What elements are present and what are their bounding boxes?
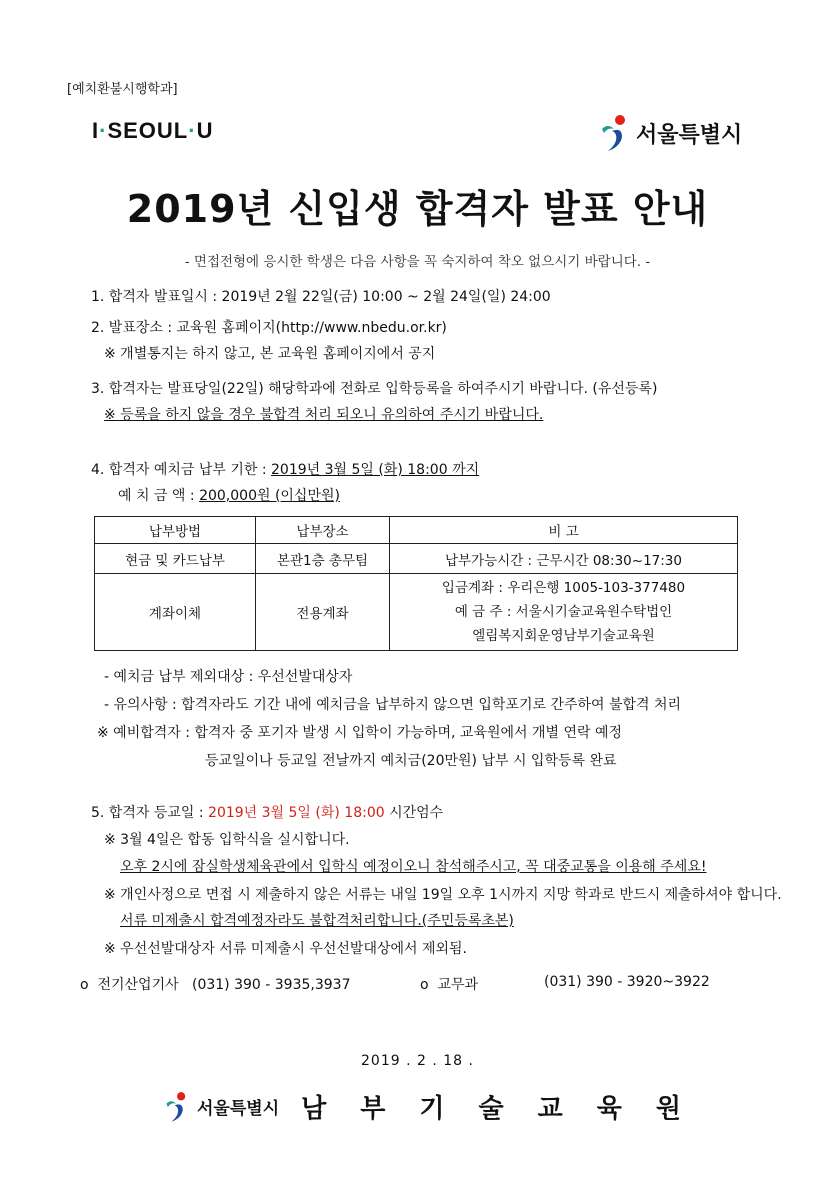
payment-note-cell xyxy=(390,574,738,651)
section-2: 2. 발표장소 : 교육원 홈페이지(http://www.nbedu.or.kr) xyxy=(91,320,447,336)
table-header-row xyxy=(95,517,738,544)
payment-note: 입금계좌 : 우리은행 1005-103-377480 xyxy=(441,580,686,596)
footer-institute: 남부기술교육원 xyxy=(301,1094,715,1124)
contact-item xyxy=(420,974,478,994)
seoul-emblem-icon xyxy=(163,1090,191,1124)
footer-org xyxy=(163,1088,715,1125)
section-5 xyxy=(91,802,443,822)
logo-part: U xyxy=(196,118,214,143)
deposit-amount: 200,000원 (이십만원) xyxy=(199,488,340,504)
remark-item: ※ 예비합격자 : 합격자 중 포기자 발생 시 입학이 가능하며, 교육원에서 개별 연락 예정 xyxy=(97,725,623,741)
i-seoul-u-logo xyxy=(92,118,213,144)
table-row xyxy=(95,544,738,574)
seoul-city-logo xyxy=(598,113,742,153)
deposit-deadline: 2019년 3월 5일 (화) 18:00 까지 xyxy=(271,462,480,478)
payment-place: 본관1층 총무팀 xyxy=(256,544,390,574)
contact-phone: (031) 390 - 3935,3937 xyxy=(192,977,351,993)
footer-city: 서울특별시 xyxy=(197,1099,280,1119)
logo-part: I xyxy=(92,118,100,143)
payment-method: 현금 및 카드납부 xyxy=(95,544,256,574)
seoul-emblem-icon xyxy=(598,113,632,153)
bullet: o xyxy=(80,977,89,993)
remark-item: - 유의사항 : 합격자라도 기간 내에 예치금을 납부하지 않으면 입학포기로 간주하여 불합격 처리 xyxy=(104,697,682,713)
contact-name: 전기산업기사 xyxy=(97,977,179,993)
deposit-amount-line xyxy=(118,485,340,505)
page-title: 2019년 신입생 합격자 발표 안내 xyxy=(126,187,709,231)
section-2-note: ※ 개별통지는 하지 않고, 본 교육원 홈페이지에서 공지 xyxy=(104,346,436,362)
payment-note: 엘림복지회운영남부기술교육원 xyxy=(472,628,655,644)
payment-place: 전용계좌 xyxy=(256,574,390,651)
seoul-logo-text: 서울특별시 xyxy=(636,122,743,148)
bullet: o xyxy=(420,977,429,993)
section-3-note: ※ 등록을 하지 않을 경우 불합격 처리 되오니 유의하여 주시기 바랍니다. xyxy=(104,407,544,423)
amount-label: 예 치 금 액 : xyxy=(118,488,200,504)
section-4-label: 4. 합격자 예치금 납부 기한 : xyxy=(91,462,272,478)
contact-item xyxy=(80,974,350,994)
logo-dot: · xyxy=(99,118,108,143)
section-5-note: 오후 2시에 잠실학생체육관에서 입학식 예정이오니 참석해주시고, 꼭 대중교통을 이용해 주세요! xyxy=(120,859,707,875)
section-3: 3. 합격자는 발표당일(22일) 해당학과에 전화로 입학등록을 하여주시기 바랍니다. (유선등록) xyxy=(91,381,658,397)
table-header: 납부장소 xyxy=(256,517,390,544)
issue-date: 2019 . 2 . 18 . xyxy=(361,1053,474,1069)
payment-method: 계좌이체 xyxy=(95,574,256,651)
table-header: 비 고 xyxy=(390,517,738,544)
logo-dot: · xyxy=(188,118,197,143)
remark-item: 등교일이나 등교일 전날까지 예치금(20만원) 납부 시 입학등록 완료 xyxy=(205,753,617,769)
remark-item: - 예치금 납부 제외대상 : 우선선발대상자 xyxy=(104,669,353,685)
entry-date: 2019년 3월 5일 (화) 18:00 xyxy=(208,805,385,821)
logo-part: SEOUL xyxy=(107,118,189,143)
dept-tag: [예치환불시행학과] xyxy=(67,82,178,97)
contact-name: 교무과 xyxy=(437,977,479,993)
contact-phone: (031) 390 - 3920~3922 xyxy=(544,974,710,990)
payment-note: 예 금 주 : 서울시기술교육원수탁법인 xyxy=(454,604,673,620)
section-5-note: ※ 3월 4일은 합동 입학식을 실시합니다. xyxy=(104,832,350,848)
section-5-note: ※ 개인사정으로 면접 시 제출하지 않은 서류는 내일 19일 오후 1시까지 지망 학과로 반드시 제출하셔야 합니다. xyxy=(104,887,782,903)
section-5-label: 5. 합격자 등교일 : xyxy=(91,805,209,821)
section-5-note: ※ 우선선발대상자 서류 미제출시 우선선발대상에서 제외됨. xyxy=(104,941,468,957)
section-4 xyxy=(91,459,479,479)
section-1: 1. 합격자 발표일시 : 2019년 2월 22일(금) 10:00 ~ 2월 24일(일) 24:00 xyxy=(91,289,551,305)
payment-note: 납부가능시간 : 근무시간 08:30~17:30 xyxy=(390,544,738,574)
section-5-note: 서류 미제출시 합격예정자라도 불합격처리합니다.(주민등록초본) xyxy=(120,913,514,929)
page-subtitle: - 면접전형에 응시한 학생은 다음 사항을 꼭 숙지하여 착오 없으시기 바랍니다. - xyxy=(184,254,651,270)
table-header: 납부방법 xyxy=(95,517,256,544)
table-row xyxy=(95,574,738,651)
payment-table xyxy=(94,516,738,651)
strict-time: 시간엄수 xyxy=(384,805,444,821)
